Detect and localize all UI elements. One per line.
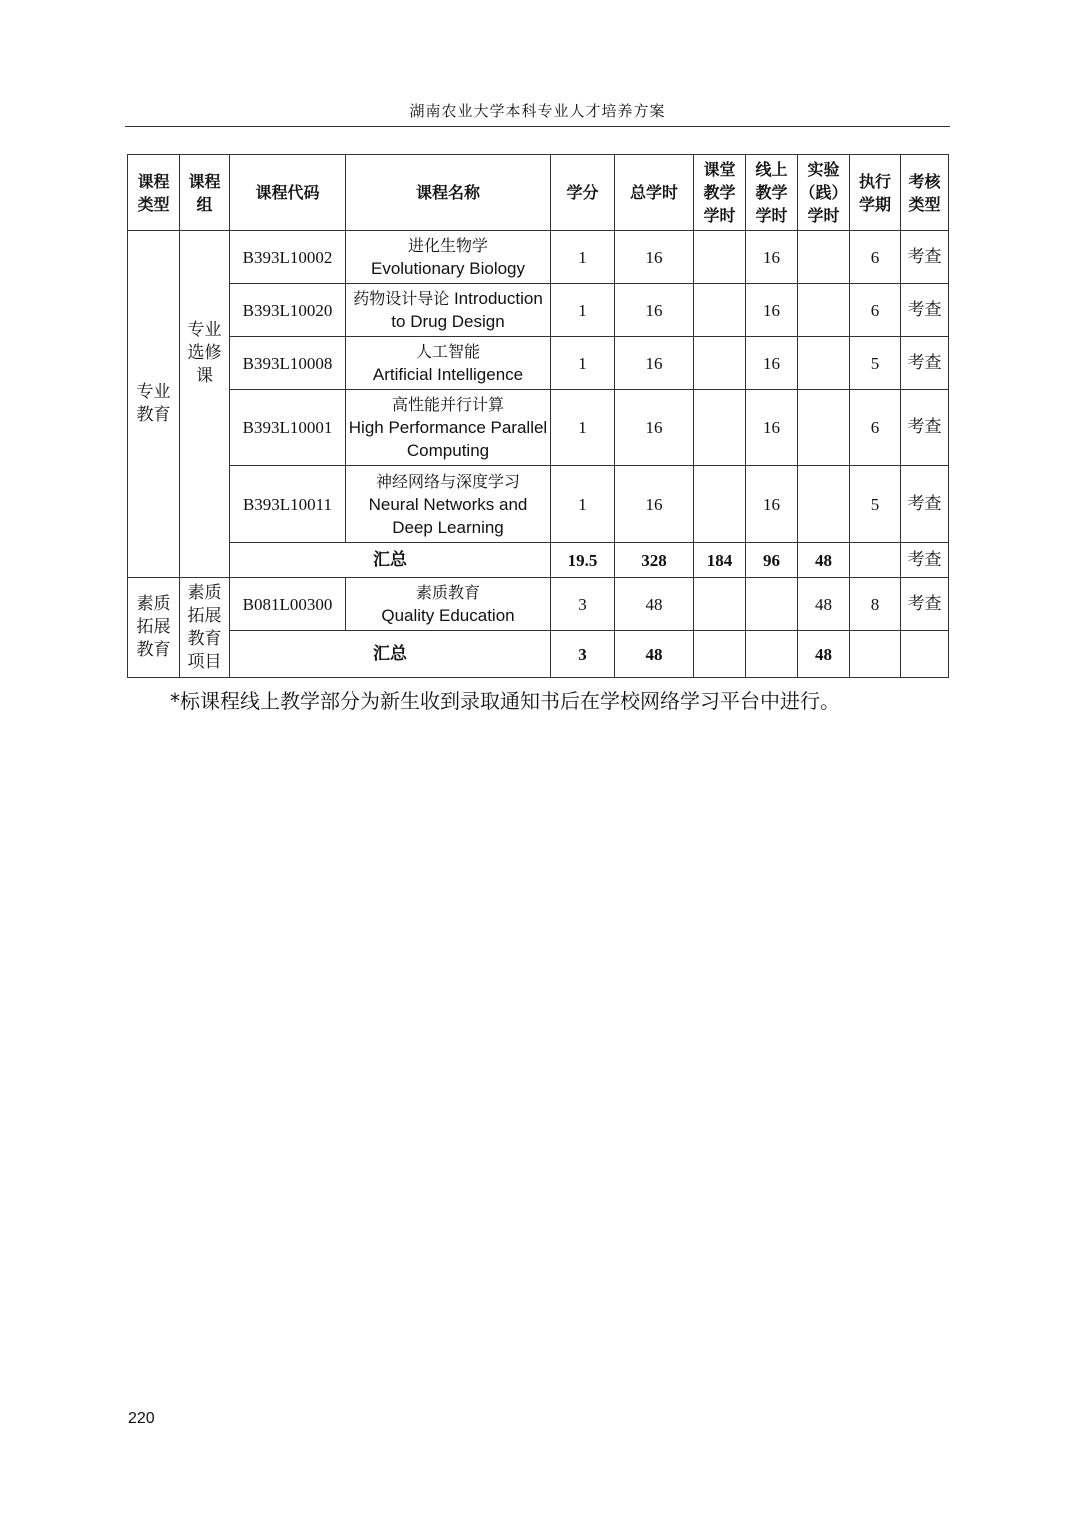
- table-header-row: [128, 155, 949, 231]
- summary-credit: 3: [551, 631, 615, 678]
- total-hours: 16: [615, 390, 694, 466]
- table-row: [128, 466, 949, 543]
- page-number: 220: [128, 1410, 155, 1427]
- course-type-cell: 专业教育: [128, 231, 180, 578]
- summary-credit: 19.5: [551, 543, 615, 578]
- lab-hours: 48: [798, 578, 850, 631]
- semester: 5: [850, 337, 901, 390]
- col-header-group: 课程 组: [180, 155, 230, 231]
- col-header-total-hours: 总学时: [615, 155, 694, 231]
- lab-hours: [798, 466, 850, 543]
- semester: 6: [850, 231, 901, 284]
- course-code: B393L10020: [230, 284, 346, 337]
- footnote: *标课程线上教学部分为新生收到录取通知书后在学校网络学习平台中进行。: [170, 689, 840, 713]
- classroom-hours: [694, 231, 746, 284]
- credit: 1: [551, 390, 615, 466]
- col-header-online-hours: 线上 教学 学时: [746, 155, 798, 231]
- summary-label: 汇总: [230, 631, 551, 678]
- exam-type: 考查: [901, 466, 949, 543]
- summary-label: 汇总: [230, 543, 551, 578]
- lab-hours: [798, 284, 850, 337]
- exam-type: 考查: [901, 337, 949, 390]
- course-group-cell: 专业选修课: [180, 231, 230, 578]
- total-hours: 48: [615, 578, 694, 631]
- col-header-lab-hours: 实验 （践） 学时: [798, 155, 850, 231]
- table-row: [128, 390, 949, 466]
- total-hours: 16: [615, 337, 694, 390]
- lab-hours: [798, 337, 850, 390]
- credit: 1: [551, 466, 615, 543]
- col-header-exam-type: 考核 类型: [901, 155, 949, 231]
- course-name: 人工智能 Artificial Intelligence: [346, 337, 551, 390]
- course-code: B393L10008: [230, 337, 346, 390]
- course-name: 高性能并行计算 High Performance Parallel Computing: [346, 390, 551, 466]
- classroom-hours: [694, 284, 746, 337]
- exam-type: 考查: [901, 578, 949, 631]
- page-header-title: 湖南农业大学本科专业人才培养方案: [409, 102, 666, 120]
- col-header-type: 课程 类型: [128, 155, 180, 231]
- lab-hours: [798, 390, 850, 466]
- total-hours: 16: [615, 466, 694, 543]
- summary-row: [128, 543, 949, 578]
- summary-row: [128, 631, 949, 678]
- semester: 8: [850, 578, 901, 631]
- course-group-cell: 素质拓展教育项目: [180, 578, 230, 678]
- summary-exam-type: 考查: [901, 543, 949, 578]
- table-row: [128, 578, 949, 631]
- online-hours: 16: [746, 466, 798, 543]
- classroom-hours: [694, 578, 746, 631]
- credit: 1: [551, 284, 615, 337]
- classroom-hours: [694, 466, 746, 543]
- col-header-name: 课程名称: [346, 155, 551, 231]
- classroom-hours: [694, 337, 746, 390]
- online-hours: 16: [746, 284, 798, 337]
- summary-online-hours: [746, 631, 798, 678]
- semester: 5: [850, 466, 901, 543]
- lab-hours: [798, 231, 850, 284]
- summary-online-hours: 96: [746, 543, 798, 578]
- course-code: B393L10001: [230, 390, 346, 466]
- online-hours: 16: [746, 231, 798, 284]
- col-header-classroom-hours: 课堂 教学 学时: [694, 155, 746, 231]
- classroom-hours: [694, 390, 746, 466]
- course-code: B393L10002: [230, 231, 346, 284]
- summary-semester: [850, 631, 901, 678]
- online-hours: [746, 578, 798, 631]
- table-row: [128, 284, 949, 337]
- col-header-semester: 执行 学期: [850, 155, 901, 231]
- exam-type: 考查: [901, 284, 949, 337]
- summary-lab-hours: 48: [798, 631, 850, 678]
- summary-classroom-hours: [694, 631, 746, 678]
- course-name: 药物设计导论 Introduction to Drug Design: [346, 284, 551, 337]
- course-name: 神经网络与深度学习 Neural Networks and Deep Learning: [346, 466, 551, 543]
- course-plan-table: [127, 154, 949, 678]
- col-header-credit: 学分: [551, 155, 615, 231]
- semester: 6: [850, 284, 901, 337]
- col-header-code: 课程代码: [230, 155, 346, 231]
- summary-exam-type: [901, 631, 949, 678]
- course-code: B081L00300: [230, 578, 346, 631]
- credit: 1: [551, 231, 615, 284]
- course-type-cell: 素质拓展教育: [128, 578, 180, 678]
- credit: 1: [551, 337, 615, 390]
- summary-classroom-hours: 184: [694, 543, 746, 578]
- online-hours: 16: [746, 337, 798, 390]
- summary-lab-hours: 48: [798, 543, 850, 578]
- summary-total-hours: 328: [615, 543, 694, 578]
- total-hours: 16: [615, 284, 694, 337]
- table-row: [128, 337, 949, 390]
- course-name: 进化生物学 Evolutionary Biology: [346, 231, 551, 284]
- exam-type: 考查: [901, 231, 949, 284]
- table-row: [128, 231, 949, 284]
- exam-type: 考查: [901, 390, 949, 466]
- header-divider: [125, 126, 950, 127]
- course-code: B393L10011: [230, 466, 346, 543]
- total-hours: 16: [615, 231, 694, 284]
- summary-semester: [850, 543, 901, 578]
- course-name: 素质教育 Quality Education: [346, 578, 551, 631]
- online-hours: 16: [746, 390, 798, 466]
- semester: 6: [850, 390, 901, 466]
- credit: 3: [551, 578, 615, 631]
- summary-total-hours: 48: [615, 631, 694, 678]
